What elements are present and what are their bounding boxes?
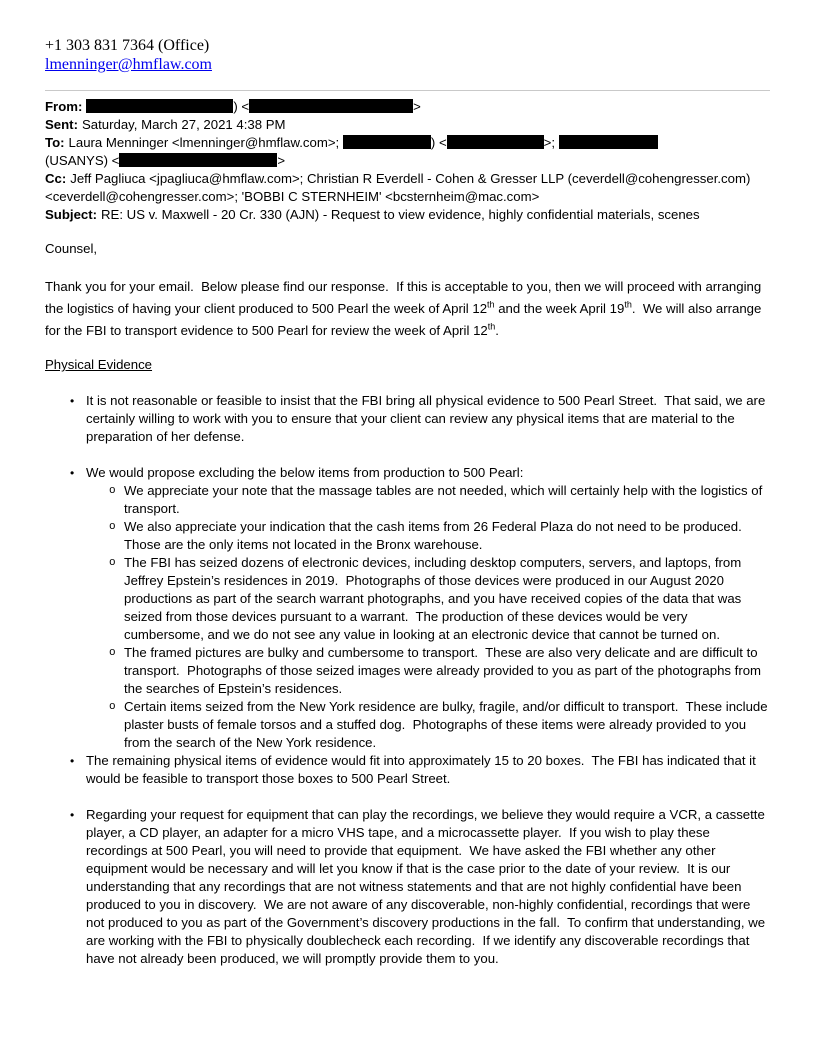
intro-text: . (495, 323, 499, 338)
cc-label: Cc: (45, 171, 67, 186)
list-item-text: Certain items seized from the New York residence are bulky, fragile, and/or difficult to transport. These include plaster busts of female torsos and a stuffed dog. Photographs of these items were already provided to you from the search of the New York residence. (124, 699, 772, 750)
list-item-text: Regarding your request for equipment that can play the recordings, we believe they would require a VCR, a cassette player, a CD player, an adapter for a micro VHS tape, and a microcassette player. If you wish to play these recordings at 500 Pearl, you will need to provide that equipment. We have asked the FBI whether any other equipment would be necessary and will let you know if that is the case prior to the date of your review. It is our understanding that any recordings that are not witness statements and that are not highly confidential have been produced to you in discovery. We are not aware of any discoverable, non-highly confidential, recordings that were not produced to you as part of the Government’s discovery productions in the fall. To confirm that understanding, we are working with the FBI to physically doublecheck each recording. If we identify any discoverable recordings that have not already been produced, we will promptly provide them to you. (86, 807, 769, 966)
list-item (45, 392, 770, 446)
signature-email-link[interactable]: lmenninger@hmflaw.com (45, 56, 212, 73)
signature-phone: +1 303 831 7364 (Office) (45, 37, 210, 54)
list-item-text: It is not reasonable or feasible to insist that the FBI bring all physical evidence to 500 Pearl Street. That said, we are certainly willing to work with you to ensure that your client can review any physical items that are material to the preparation of her defense. (86, 393, 769, 444)
circle-bullet-icon: o (109, 701, 116, 713)
section-heading-physical-evidence: Physical Evidence (45, 357, 153, 372)
cc-recipients: Jeff Pagliuca <jpagliuca@hmflaw.com>; Christian R Everdell - Cohen & Gresser LLP (ceverdell@cohengresser.com) <ceverdell@cohengresser.com>; 'BOBBI C STERNHEIM' <bcsternheim@mac.com> (45, 171, 755, 204)
email-body (45, 240, 770, 968)
from-separator: ) < (233, 99, 250, 114)
bullet-icon: • (70, 808, 75, 822)
list-subitem (45, 482, 770, 518)
list-item-text: We also appreciate your indication that the cash items from 26 Federal Plaza do not need to be produced. Those are the only items not located in the Bronx warehouse. (124, 519, 749, 552)
list-item-text: The remaining physical items of evidence would fit into approximately 15 to 20 boxes. The FBI has indicated that it would be feasible to transport those boxes to 500 Pearl Street. (86, 753, 760, 786)
sent-value: Saturday, March 27, 2021 4:38 PM (81, 117, 286, 132)
redaction-bar (249, 99, 413, 113)
header-from-line (45, 98, 770, 116)
to-label: To: (45, 135, 65, 150)
redaction-bar (86, 99, 233, 113)
subject-value: RE: US v. Maxwell - 20 Cr. 330 (AJN) - Request to view evidence, highly confidential materials, scenes (101, 207, 700, 222)
to-recipients: Laura Menninger <lmenninger@hmflaw.com>; (68, 135, 343, 150)
from-label: From: (45, 99, 83, 114)
list-item (45, 752, 770, 788)
list-item (45, 806, 770, 968)
list-subitem (45, 554, 770, 644)
intro-text: and the week April 19 (494, 301, 625, 316)
ordinal-superscript: th (624, 299, 632, 310)
list-subitem (45, 644, 770, 698)
list-item-text: We appreciate your note that the massage tables are not needed, which will certainly help with the logistics of transport. (124, 483, 766, 516)
list-subitem (45, 518, 770, 554)
header-subject-line (45, 206, 770, 224)
list-item-text: We would propose excluding the below items from production to 500 Pearl: (86, 465, 524, 480)
list-item (45, 464, 770, 482)
redaction-bar (343, 135, 431, 149)
circle-bullet-icon: o (109, 557, 116, 569)
header-cc-line (45, 170, 770, 206)
list-item-text: The framed pictures are bulky and cumbersome to transport. These are also very delicate and are difficult to transport. Photographs of those seized images were already provided to you as part of the photographs from the searches of Epstein’s residences. (124, 645, 765, 696)
intro-text: Thank you for your email. Below please find our response. If this is acceptable to you, then we will proceed with arranging the logistics of having your client produced to 500 Pearl the week of April 12 (45, 279, 765, 316)
intro-paragraph (45, 276, 770, 342)
signature-block (45, 36, 770, 74)
greeting: Counsel, (45, 241, 98, 256)
evidence-list (45, 392, 770, 968)
email-header-block (45, 98, 770, 224)
bullet-icon: • (70, 754, 75, 768)
redaction-bar (559, 135, 658, 149)
header-divider (45, 90, 770, 91)
ordinal-superscript: th (487, 299, 495, 310)
ordinal-superscript: th (487, 321, 496, 332)
to-separator: >; (543, 135, 559, 150)
to-usanys-prefix: (USANYS) < (45, 153, 120, 168)
list-item-text: The FBI has seized dozens of electronic devices, including desktop computers, servers, and laptops, from Jeffrey Epstein’s residences in 2019. Photographs of those devices were produced in our August 2020 productions as part of the search warrant photographs, and you have received copies of the data that was seized from those devices pursuant to a warrant. The production of these devices would be very cumbersome, and we do not see any value in looking at an electronic device that cannot be turned on. (124, 555, 745, 642)
list-subitem (45, 698, 770, 752)
header-to-line (45, 134, 770, 152)
circle-bullet-icon: o (109, 521, 116, 533)
circle-bullet-icon: o (109, 647, 116, 659)
sent-label: Sent: (45, 117, 78, 132)
circle-bullet-icon: o (109, 485, 116, 497)
redaction-bar (447, 135, 544, 149)
header-sent-line (45, 116, 770, 134)
subject-label: Subject: (45, 207, 98, 222)
to-usanys-close: > (277, 153, 286, 168)
to-separator: ) < (430, 135, 447, 150)
header-to-line-2 (45, 152, 770, 170)
redaction-bar (119, 153, 277, 167)
bullet-icon: • (70, 466, 75, 480)
from-close: > (413, 99, 421, 114)
bullet-icon: • (70, 394, 75, 408)
intro-text: . We will also arrange for the FBI to transport evidence to 500 Pearl for review the week of April 12 (45, 301, 766, 338)
